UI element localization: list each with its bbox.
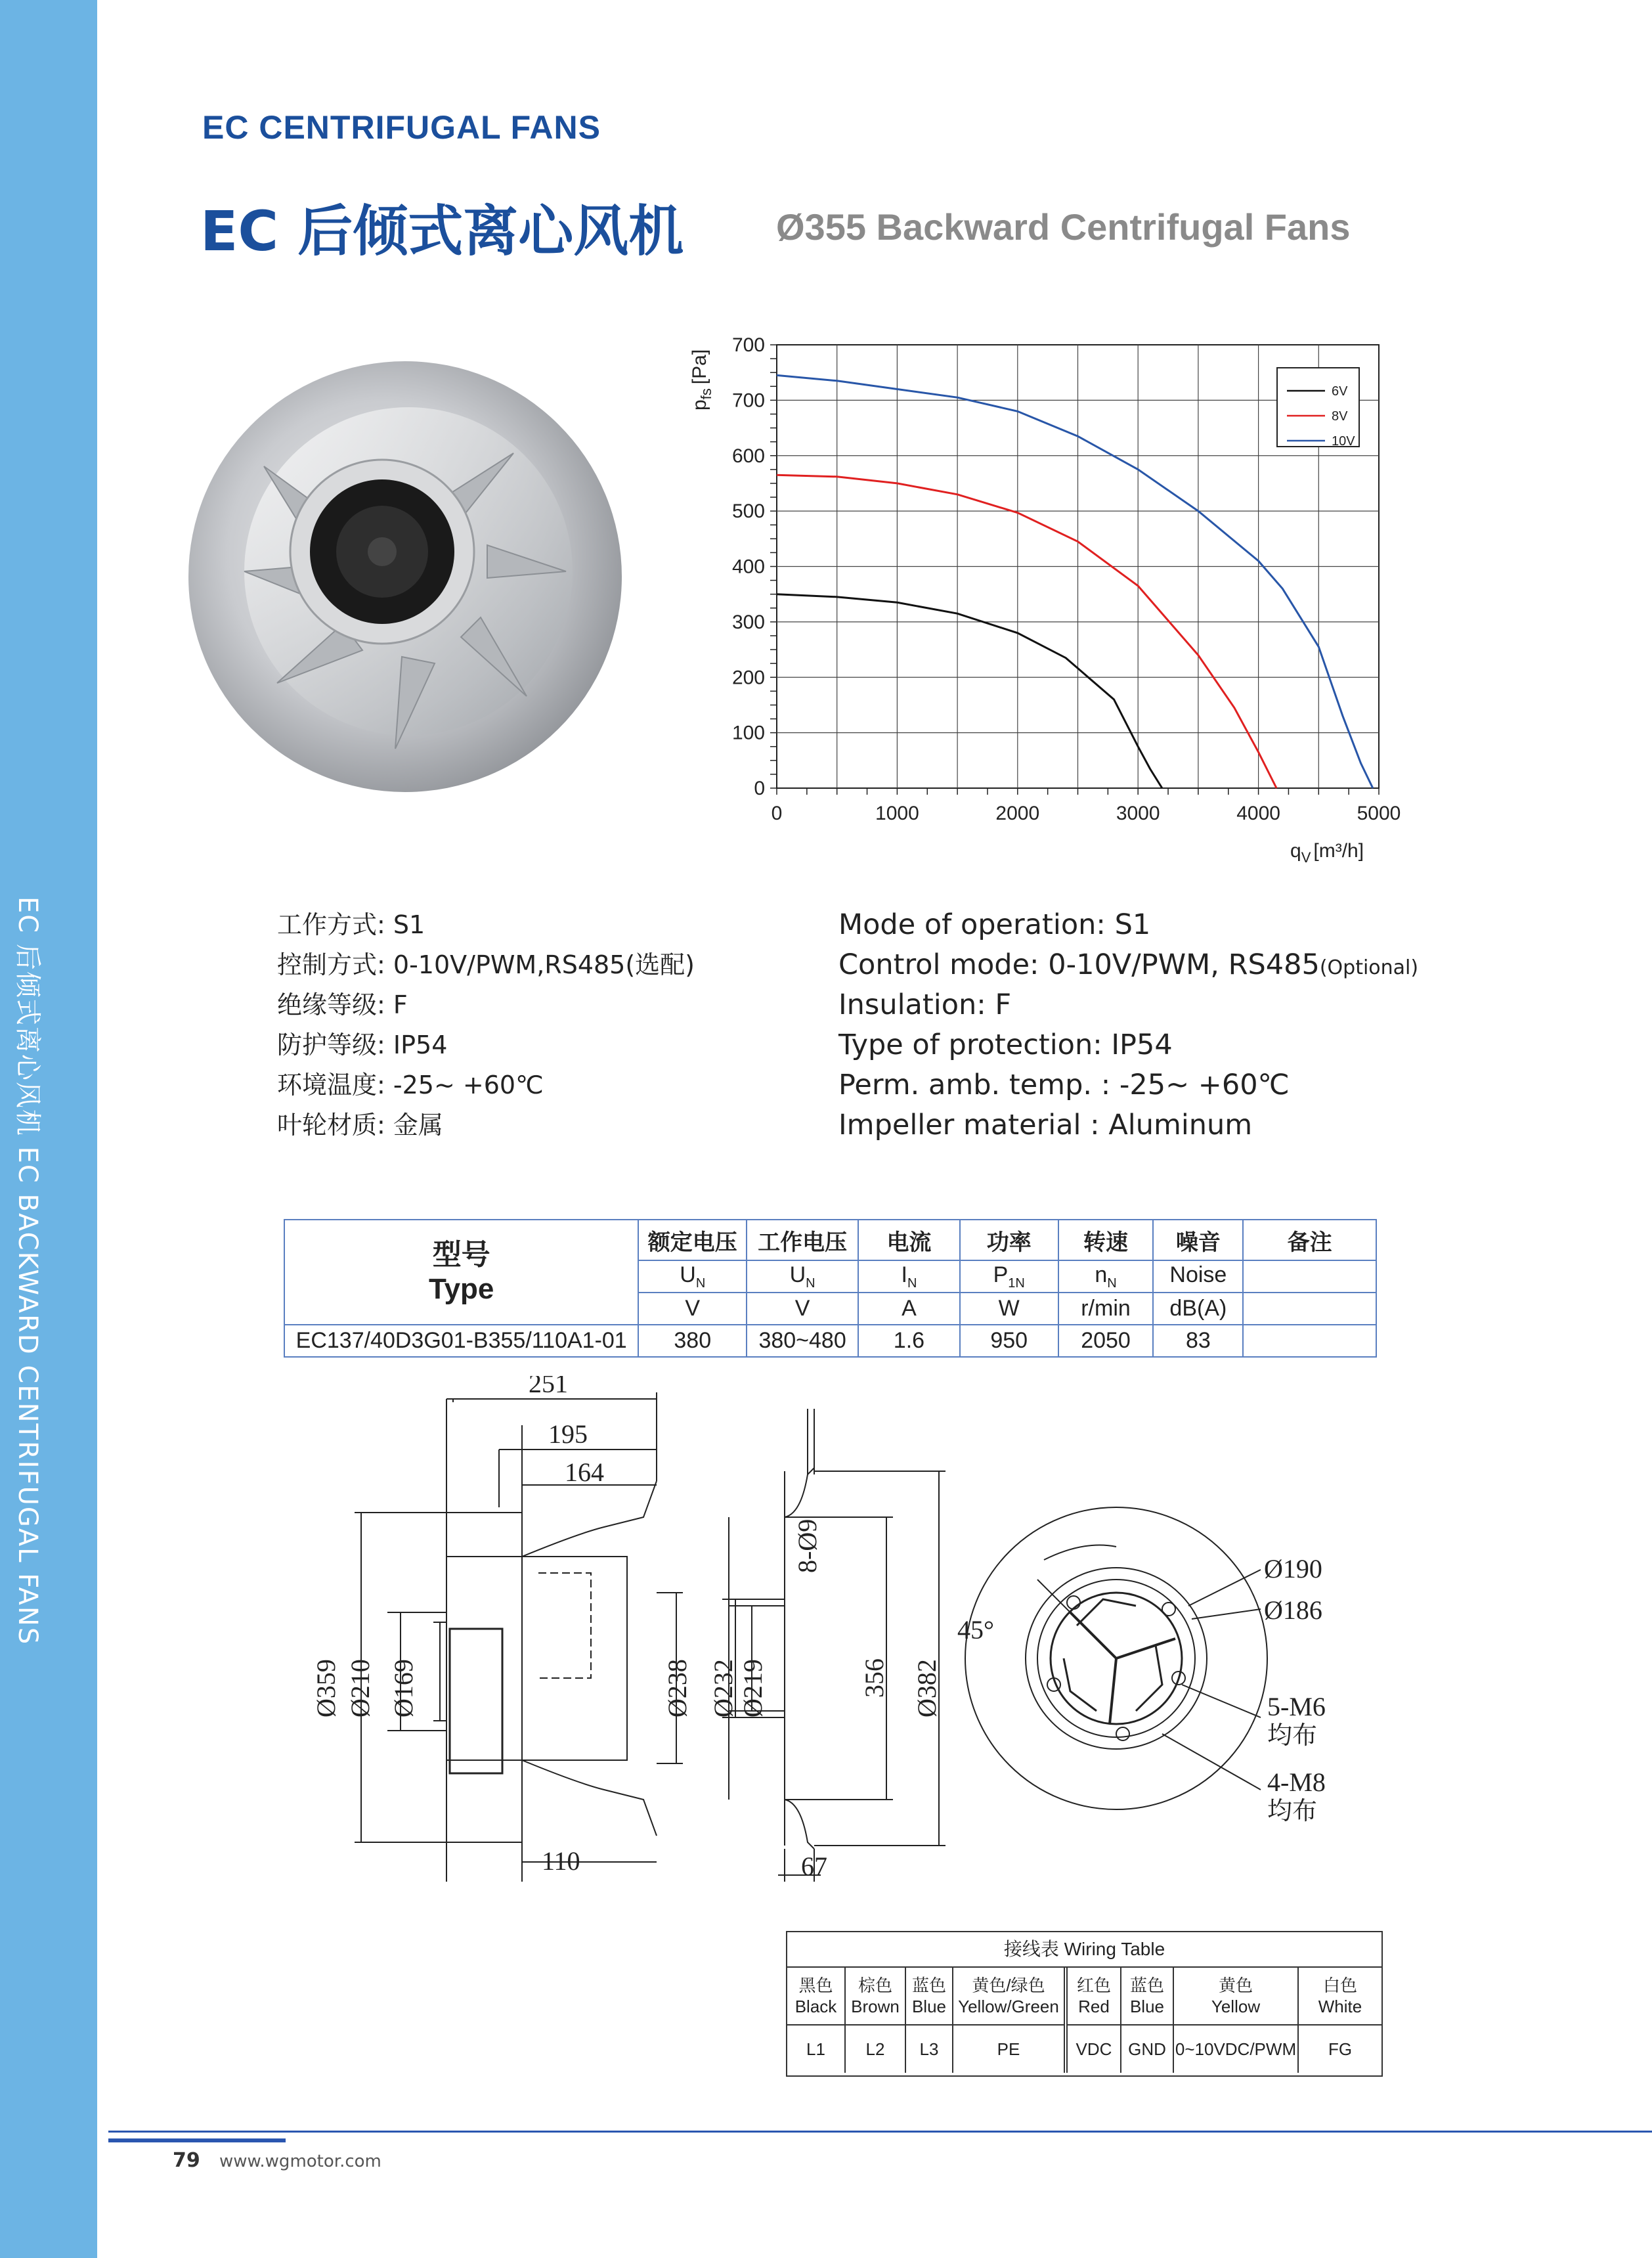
symbol-cell: $P_{1N}$: [960, 1260, 1058, 1293]
y-tick-label: 500: [731, 500, 765, 523]
dim-5-m6: 5-M6: [1267, 1692, 1326, 1721]
spec-value: S1: [1114, 908, 1151, 941]
dim-45: 45°: [957, 1615, 994, 1645]
value-cell: 2050: [1058, 1325, 1154, 1357]
dim-67: 67: [801, 1851, 827, 1881]
unit-cell: dB(A): [1153, 1293, 1243, 1325]
col-header: 电流: [858, 1220, 960, 1260]
dim-186: Ø186: [1264, 1595, 1322, 1625]
x-tick-label: 0: [771, 803, 783, 824]
spec-value: IP54: [393, 1030, 448, 1059]
y-tick-label: 0: [754, 778, 765, 799]
wire-color: 棕色 Brown: [845, 1968, 905, 2025]
x-tick-label: 2000: [995, 803, 1040, 824]
value-cell: 1.6: [858, 1325, 960, 1357]
page-title-en: Ø355 Backward Centrifugal Fans: [776, 206, 1351, 248]
dim-5-m6-note: 均布: [1267, 1721, 1318, 1750]
symbol-cell: Noise: [1153, 1260, 1243, 1293]
wire-pin: FG: [1328, 2039, 1353, 2059]
spec-value: IP54: [1111, 1029, 1173, 1061]
value-cell: 380~480: [747, 1325, 858, 1357]
wire-color: 黄色 Yellow: [1173, 1968, 1298, 2025]
dim-190: Ø190: [1264, 1554, 1322, 1583]
spec-row: [277, 905, 695, 945]
page-number: 79: [173, 2149, 200, 2172]
unit-cell: A: [858, 1293, 960, 1325]
dim-359: Ø359: [311, 1659, 341, 1717]
fan-product-image: [185, 355, 625, 795]
unit-cell: V: [638, 1293, 747, 1325]
series-line-6v: [777, 594, 1162, 788]
dim-232: Ø232: [708, 1659, 738, 1717]
dim-4-m8-note: 均布: [1267, 1796, 1318, 1825]
dim-195: 195: [548, 1419, 588, 1449]
spec-row: [838, 1025, 1418, 1065]
spec-label: 叶轮材质:: [277, 1111, 385, 1140]
dim-251: 251: [529, 1376, 568, 1398]
legend-label: 10V: [1332, 434, 1355, 449]
unit-cell: r/min: [1058, 1293, 1154, 1325]
spec-label: 控制方式:: [277, 950, 385, 979]
wire-pin: GND: [1121, 2025, 1173, 2073]
value-cell: 950: [960, 1325, 1058, 1357]
col-header: 噪音: [1153, 1220, 1243, 1260]
value-cell: 380: [638, 1325, 747, 1357]
spec-value: Aluminum: [1108, 1109, 1253, 1141]
y-tick-label: 200: [731, 667, 765, 689]
spec-row: [838, 985, 1418, 1025]
dim-219: Ø219: [738, 1659, 768, 1717]
wire-pin: L2: [845, 2025, 905, 2073]
value-cell: [1243, 1325, 1376, 1357]
wire-color: 蓝色 Blue: [1121, 1968, 1173, 2025]
spec-label: Type of protection:: [838, 1029, 1102, 1061]
x-tick-label: 1000: [875, 803, 919, 824]
y-tick-label: 700: [731, 334, 765, 356]
symbol-cell: $I_N$: [858, 1260, 960, 1293]
dim-169: Ø169: [389, 1659, 418, 1717]
wire-color: 白色 White: [1298, 1968, 1381, 2025]
type-header: 型号 Type: [284, 1220, 638, 1325]
spec-value: 金属: [393, 1111, 443, 1140]
wire-color: 黄色/绿色 Yellow/Green: [953, 1968, 1066, 2025]
wire-pin: L1: [787, 2025, 845, 2073]
footer-divider: [108, 2131, 1652, 2133]
model-cell: EC137/40D3G01-B355/110A1-01: [284, 1325, 638, 1357]
spec-label: Mode of operation:: [838, 908, 1106, 941]
website-link: www.wgmotor.com: [219, 2152, 381, 2171]
col-header: 功率: [960, 1220, 1058, 1260]
wire-pin: VDC: [1066, 2025, 1121, 2073]
col-header: 额定电压: [638, 1220, 747, 1260]
dim-4-m8: 4-M8: [1267, 1767, 1326, 1797]
performance-chart: [683, 322, 1431, 880]
x-tick-label: 4000: [1236, 803, 1280, 824]
wire-pin: PE: [953, 2025, 1066, 2073]
sidebar: [0, 0, 97, 2258]
spec-label: 绝缘等级:: [277, 990, 385, 1019]
wire-color: 黑色 Black: [787, 1968, 845, 2025]
spec-label: 防护等级:: [277, 1030, 385, 1059]
spec-value: F: [995, 988, 1012, 1021]
footer-accent: [108, 2138, 286, 2142]
sidebar-text: EC 后倾式离心风机 EC BACKWARD CENTRIFUGAL FANS: [12, 897, 43, 1646]
specs-cn: [277, 905, 695, 1145]
spec-label: Insulation:: [838, 988, 986, 1021]
legend-label: 8V: [1332, 409, 1348, 424]
chart-xlabel: $q_V$ [m³/h]: [1290, 840, 1364, 866]
spec-label: Impeller material :: [838, 1109, 1100, 1141]
spec-row: [277, 1065, 695, 1105]
y-tick-label: 600: [731, 445, 765, 467]
y-tick-label: 100: [731, 722, 765, 744]
spec-value: F: [393, 990, 408, 1019]
legend-label: 6V: [1332, 384, 1348, 399]
spec-row: [277, 1105, 695, 1145]
table-row: [284, 1325, 1376, 1357]
col-header: 转速: [1058, 1220, 1154, 1260]
value-cell: 83: [1153, 1325, 1243, 1357]
series-line-8v: [777, 475, 1276, 788]
specs-en: [838, 905, 1418, 1145]
spec-row: [838, 1065, 1418, 1105]
spec-value: S1: [393, 910, 425, 939]
spec-row: [277, 985, 695, 1025]
y-tick-label: 300: [731, 611, 765, 633]
y-tick-label: 700: [731, 389, 765, 412]
spec-value: 0-10V/PWM, RS485: [1048, 948, 1320, 981]
dimension-drawing: [289, 1376, 1405, 1901]
dim-238: Ø238: [663, 1659, 692, 1717]
chart-ylabel: $p_{fs}[Pa]$: [689, 349, 714, 410]
symbol-cell: $U_N$: [747, 1260, 858, 1293]
dim-382: Ø382: [912, 1659, 942, 1717]
spec-row: [838, 1105, 1418, 1145]
symbol-cell: [1243, 1260, 1376, 1293]
page-title-cn: EC 后倾式离心风机: [200, 199, 684, 263]
col-header: 备注: [1243, 1220, 1376, 1260]
spec-row: [277, 945, 695, 985]
spec-row: [277, 1025, 695, 1065]
dim-210: Ø210: [345, 1659, 375, 1717]
spec-label: Control mode:: [838, 948, 1039, 981]
dim-164: 164: [565, 1457, 604, 1487]
symbol-cell: $n_N$: [1058, 1260, 1154, 1293]
section-label: EC CENTRIFUGAL FANS: [202, 109, 601, 146]
chart-legend: [1277, 368, 1359, 449]
spec-label: 环境温度:: [277, 1071, 385, 1099]
y-tick-label: 400: [731, 556, 765, 578]
unit-cell: V: [747, 1293, 858, 1325]
spec-label: Perm. amb. temp. :: [838, 1069, 1111, 1101]
wire-pin: L3: [905, 2025, 953, 2073]
wiring-table: [786, 1931, 1383, 2077]
unit-cell: [1243, 1293, 1376, 1325]
col-header: 工作电压: [747, 1220, 858, 1260]
dim-110: 110: [542, 1846, 580, 1876]
spec-row: [838, 905, 1418, 945]
wire-color: 蓝色 Blue: [905, 1968, 953, 2025]
wiring-title: 接线表 Wiring Table: [787, 1932, 1381, 1968]
spec-value: -25~ +60℃: [1119, 1069, 1290, 1101]
unit-cell: W: [960, 1293, 1058, 1325]
dim-356: 356: [859, 1658, 889, 1698]
spec-value: -25~ +60℃: [393, 1071, 544, 1099]
spec-label: 工作方式:: [277, 910, 385, 939]
spec-table: [284, 1219, 1377, 1358]
spec-value: 0-10V/PWM,RS485(选配): [393, 950, 695, 979]
x-tick-label: 3000: [1116, 803, 1160, 824]
x-tick-label: 5000: [1357, 803, 1401, 824]
wire-pin: 0~10VDC/PWM: [1173, 2025, 1298, 2073]
spec-note: (Optional): [1319, 956, 1419, 979]
dim-8-9: 8-Ø9: [793, 1518, 822, 1573]
symbol-cell: $U_N$: [638, 1260, 747, 1293]
wire-color: 红色 Red: [1066, 1968, 1121, 2025]
spec-row: [838, 945, 1418, 985]
